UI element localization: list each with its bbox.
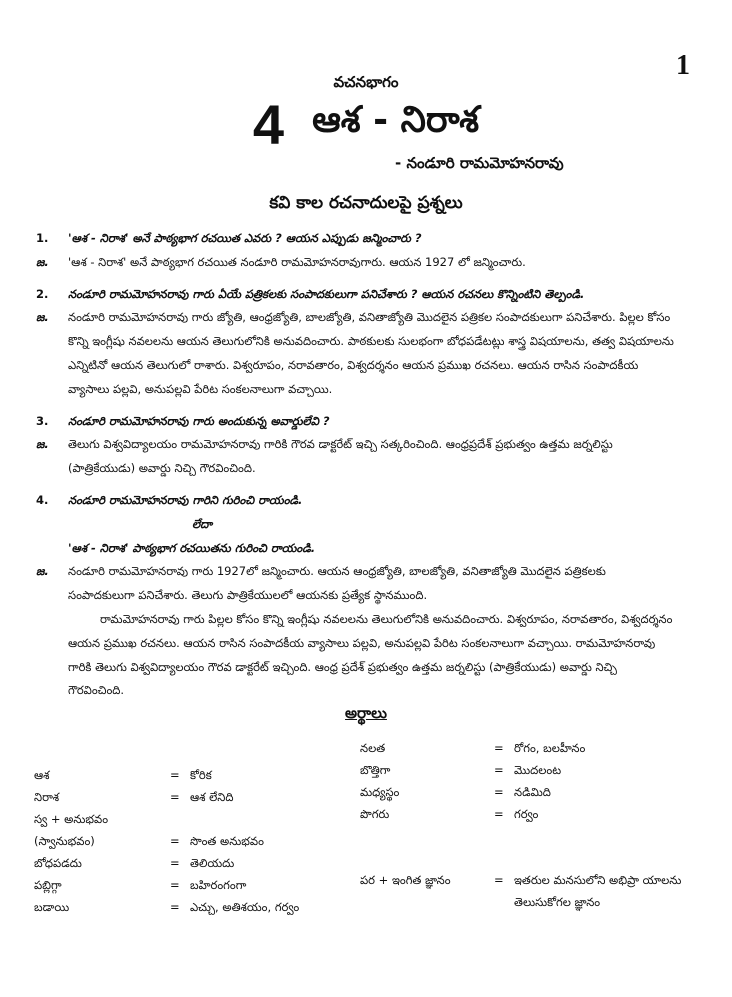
qa-label: 1. <box>36 231 49 245</box>
chapter-number: 4 <box>252 93 285 156</box>
question-1 <box>36 227 676 251</box>
meaning-word: బొత్తిగా <box>360 763 391 777</box>
meaning-text: ఇతరుల మనసులోని అభిప్రా యాలను తెలుసుకోగల జ్ఞానం <box>514 873 682 909</box>
meaning-equals: = <box>170 878 180 892</box>
meaning-equals: = <box>494 807 504 821</box>
qa-text: తెలుగు విశ్వవిద్యాలయం రామమోహనరావు గారికి గౌరవ డాక్టరేట్ ఇచ్చి సత్కరించింది. ఆంధ్రప్రదేశ్ ప్రభుత్వం ఉత్తమ జర్నలిస్టు (పాత్రికేయుడు) అవార్డు నిచ్చి గౌరవించింది. <box>68 437 613 476</box>
qa-text: రామమోహనరావు గారు పిల్లల కోసం కొన్ని ఇంగ్లీషు నవలలను తెలుగులోనికి అనువదించారు. విశ్వరూపం, నరావతారం, విశ్వదర్శనం ఆయన ప్రముఖ రచనలు. ఆయన రాసిన సంపాదకీయ వ్యాసాలు పల్లవి, అనుపల్లవి పేరిట సంకలనాలుగా వచ్చాయి. రామమోహనరావు గారికి తెలుగు విశ్వవిద్యాలయం గౌరవ డాక్టరేట్ ఇచ్చింది. ఆంధ్ర ప్రదేశ్ ప్రభుత్వం ఉత్తమ జర్నలిస్టు (పాత్రికేయుడు) అవార్డు నిచ్చి గౌరవించింది. <box>68 611 673 698</box>
meaning-text: ఆశ లేనిది <box>190 790 234 804</box>
qa-text: 'ఆశ - నిరాశ' పాఠ్యభాగ రచయితను గురించి రాయండి. <box>68 540 316 555</box>
meaning-row <box>34 808 324 830</box>
question-4 <box>36 489 676 513</box>
meaning-row <box>360 869 700 913</box>
answer-3 <box>36 433 676 481</box>
qa-text: నండూరి రామమోహనరావు గారు 1927లో జన్మించారు. ఆయన ఆంధ్రజ్యోతి, బాలజ్యోతి, వనితాజ్యోతి మొదలైన పత్రికలకు సంపాదకులుగా పనిచేశారు. తెలుగు పాత్రికేయులలో ఆయనకు ప్రత్యేక స్థానముంది. <box>68 564 606 603</box>
meaning-text: మొదలంట <box>514 763 562 777</box>
meaning-word: నలత <box>360 741 386 755</box>
qa-label: జ. <box>36 437 49 452</box>
meanings-right <box>360 737 700 913</box>
meaning-word: (స్వానుభవం) <box>34 834 95 848</box>
meaning-equals: = <box>494 741 504 755</box>
answer-2 <box>36 306 676 401</box>
chapter-title-row <box>0 92 732 157</box>
meaning-equals: = <box>170 790 180 804</box>
question-3 <box>36 410 676 434</box>
meaning-text: ఎచ్చు, అతిశయం, గర్వం <box>190 900 300 914</box>
meaning-row <box>360 737 700 759</box>
meaning-text: బహిరంగంగా <box>190 878 247 892</box>
meaning-word: ఆశ <box>34 768 50 782</box>
qa-label: జ. <box>36 310 49 325</box>
qa-text: 'ఆశ - నిరాశ' అనే పాఠ్యభాగ రచయిత నండూరి రామమోహనరావుగారు. ఆయన 1927 లో జన్మించారు. <box>68 254 526 269</box>
qa-label: జ. <box>36 254 49 269</box>
answer-4 <box>36 560 676 608</box>
page-number: 1 <box>676 50 690 81</box>
qa-label: 4. <box>36 492 49 507</box>
meaning-word: పొగరు <box>360 807 390 821</box>
meaning-word: పబ్లిగ్గా <box>34 878 62 892</box>
meaning-equals: = <box>494 785 504 799</box>
meaning-word <box>360 825 494 869</box>
qa-text: లేదా <box>192 516 213 531</box>
qa-text: నండూరి రామమోహనరావు గారు ఏయే పత్రికలకు సంపాదకులుగా పనిచేశారు ? ఆయన రచనలు కొన్నింటిని తెల్పండి. <box>68 286 585 301</box>
meaning-equals: = <box>170 768 180 782</box>
meaning-word: స్వ + అనుభవం <box>34 812 109 826</box>
meanings-heading: అర్థాలు <box>345 704 387 722</box>
questions-heading: కవి కాల రచనాదులపై ప్రశ్నలు <box>269 193 463 213</box>
meaning-word: బోధపడదు <box>34 856 82 870</box>
question-2 <box>36 283 676 307</box>
meaning-row <box>34 786 324 808</box>
meaning-row-blank <box>360 825 700 869</box>
meaning-row <box>34 896 324 918</box>
meaning-row <box>360 781 700 803</box>
qa-label: జ. <box>36 564 49 579</box>
meaning-text: గర్వం <box>514 807 539 821</box>
meaning-word: పర + ఇంగిత జ్ఞానం <box>360 873 451 887</box>
section-label: వచనభాగం <box>333 73 399 91</box>
question-4-alt <box>36 537 676 561</box>
meaning-row <box>34 852 324 874</box>
qa-label: 3. <box>36 413 49 428</box>
meaning-text: సొంత అనుభవం <box>190 834 264 848</box>
meaning-equals <box>170 808 190 830</box>
qa-text: నండూరి రామమోహనరావు గారిని గురించి రాయండి. <box>68 492 303 507</box>
meaning-text: నడిమిది <box>514 785 551 799</box>
meaning-word: బడాయి <box>34 900 70 914</box>
meaning-text: తెలియదు <box>190 856 235 870</box>
meaning-equals: = <box>494 873 504 887</box>
qa-text: నండూరి రామమోహనరావు గారు జ్యోతి, ఆంధ్రజ్యోతి, బాలజ్యోతి, వనితాజ్యోతి మొదలైన పత్రికల సంపాదకులుగా పనిచేశారు. పిల్లల కోసం కొన్ని ఇంగ్లీషు నవలలను ఆయన తెలుగులోనికి అనువదించారు. పాఠకులకు సులభంగా బోధపడేటట్లు శాస్త్ర విషయాలను, తత్వ విషయాలను ఎన్నిటినో ఆయన తెలుగులో రాశారు. విశ్వరూపం, నరావతారం, విశ్వదర్శనం ఆయన ప్రముఖ రచనలు. ఆయన రాసిన సంపాదకీయ వ్యాసాలు పల్లవి, అనుపల్లవి పేరిట సంకలనాలుగా వచ్చాయి. <box>68 310 674 396</box>
meanings-left <box>34 764 324 918</box>
meaning-equals: = <box>494 763 504 777</box>
meaning-row <box>360 803 700 825</box>
chapter-title: ఆశ - నిరాశ <box>312 99 480 141</box>
meaning-equals <box>494 825 514 869</box>
meaning-row <box>34 764 324 786</box>
qa-text: నండూరి రామమోహనరావు గారు అందుకున్న అవార్డులేవి ? <box>68 413 330 428</box>
meaning-word: మధ్యస్థం <box>360 785 400 799</box>
meaning-text: రోగం, బలహీనం <box>514 741 586 755</box>
meaning-row <box>34 874 324 896</box>
qa-block <box>36 227 676 703</box>
qa-text: 'ఆశ - నిరాశ' అనే పాఠ్యభాగ రచయిత ఎవరు ? ఆయన ఎప్పుడు జన్మించారు ? <box>68 231 422 245</box>
meaning-equals: = <box>170 856 180 870</box>
meaning-equals: = <box>170 900 180 914</box>
qa-label: 2. <box>36 286 49 301</box>
meaning-equals: = <box>170 834 180 848</box>
author-line: - నండూరి రామమోహనరావు <box>395 154 564 172</box>
meaning-word: నిరాశ <box>34 790 60 804</box>
meaning-row <box>360 759 700 781</box>
meaning-row <box>34 830 324 852</box>
meaning-text: కోరిక <box>190 768 212 782</box>
answer-4-continued <box>36 608 676 703</box>
or-separator <box>36 513 676 537</box>
answer-1 <box>36 251 676 275</box>
